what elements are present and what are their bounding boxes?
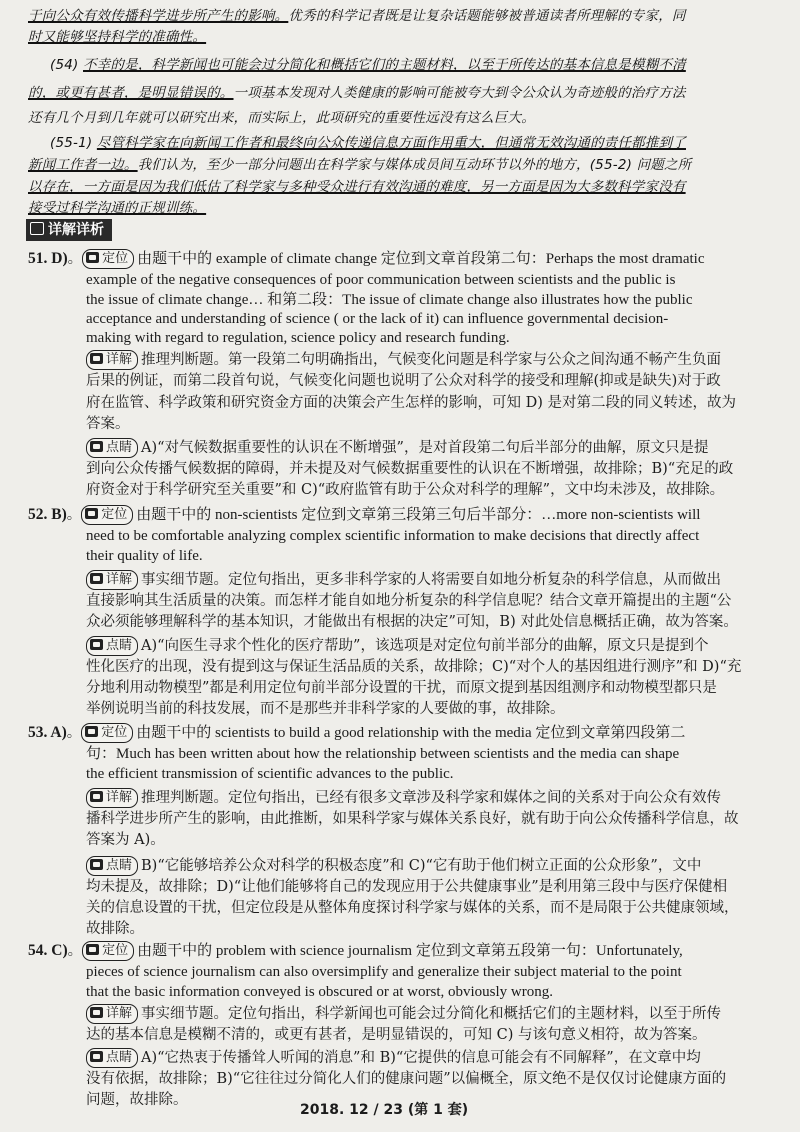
handwritten-line: 的，或更有甚者，是明显错误的。一项基本发现对人类健康的影响可能被夸大到令公众认为奇迹般的治疗方法 [28,85,686,101]
handwritten-line: 接受过科学沟通的正规训练。 [28,200,207,216]
text-line: the issue of climate change… 和第二段：The issue of climate change also illustrates how the public [86,292,693,308]
note-tag: 点睛 [86,438,138,458]
question-52-locate: 52. B)。 定位 由题干中的 non-scientists 定位到文章第三段第三句后半部分：…more non-scientists will [28,506,701,523]
folder-icon [90,353,103,364]
text-line: 关的信息设置的干扰，但定位段是从整体角度探讨科学家与媒体的关系，而不是局限于公共健康领域， [86,900,739,916]
question-52-explain: 详解 事实细节题。定位句指出，更多非科学家的人将需要自如地分析复杂的科学信息，从而做出 [86,570,721,591]
question-54-locate: 54. C)。 定位 由题干中的 problem with science journalism 定位到文章第五段第一句：Unfortunately, [28,942,683,959]
text-line: 后果的例证，而第二段首句说，气候变化问题也说明了公众对科学的接受和理解(抑或是缺失)对于政 [86,373,721,389]
text-line: that the basic information conveyed is obscured or at worst, obviously wrong. [86,984,553,1000]
section-title: 详解详析 [26,219,112,241]
handwritten-line: (55-1) 尽管科学家在向新闻工作者和最终向公众传递信息方面作用重大，但通常无效沟通的责任都推到了 [50,135,686,151]
text-line: their quality of life. [86,548,203,564]
text-line: 分地利用动物模型”都是利用定位句前半部分设置的干扰，而原文提到基因组测序和动物模型都只是 [86,680,717,696]
note-tag: 点睛 [86,856,138,876]
text-line: 均未提及，故排除；D)“让他们能够将自己的发现应用于公共健康事业”是利用第三段中与医疗保健相 [86,879,728,895]
question-52-note: 点睛 A)“向医生寻求个性化的医疗帮助”，该选项是对定位句前半部分的曲解，原文只是提到个 [86,636,708,657]
handwritten-line: 还有几个月到几年就可以研究出来，而实际上，此项研究的重要性远没有这么巨大。 [28,110,535,126]
text-line: 性化医疗的出现，没有提到这与保证生活品质的关系，故排除；C)“对个人的基因组进行测序”和 D)“充 [86,659,742,675]
folder-icon [90,859,103,870]
handwritten-line: 于向公众有效传播科学进步所产生的影响。优秀的科学记者既是让复杂话题能够被普通读者所理解的专家，同 [28,8,686,24]
question-54-note: 点睛 A)“它热衷于传播耸人听闻的消息”和 B)“它提供的信息可能会有不同解释”，在文章中均 [86,1048,701,1069]
text-line: 问题，故排除。 [86,1092,188,1108]
folder-icon [86,252,99,263]
text-line: 举例说明当前的科技发展，而不是那些并非科学家的人要做的事，故排除。 [86,701,565,717]
text-line: 句：Much has been written about how the relationship between scientists and the media can shape [86,746,680,762]
text-line: 府在监管、科学政策和研究资金方面的决策会产生怎样的影响，可知 D) 是对第二段的同义转述，故为 [86,395,736,411]
locate-tag: 定位 [82,249,134,269]
text-line: 直接影响其生活质量的决策。而怎样才能自如地分析复杂的科学信息呢？结合文章开篇提出的主题“公 [86,593,732,609]
folder-icon [90,1007,103,1018]
folder-icon [90,573,103,584]
folder-icon [85,726,98,737]
text-line: 没有依据，故排除；B)“它往往过分简化人们的健康问题”以偏概全，原文绝不是仅仅讨论健康方面的 [86,1071,727,1087]
handwritten-line: 时又能够坚持科学的准确性。 [28,29,207,45]
question-53-explain: 详解 推理判断题。定位句指出，已经有很多文章涉及科学家和媒体之间的关系对于向公众有效传 [86,788,721,809]
locate-tag: 定位 [81,505,133,525]
question-53-note: 点睛 B)“它能够培养公众对科学的积极态度”和 C)“它有助于他们树立正面的公众形象”，文中 [86,856,701,877]
note-tag: 点睛 [86,1048,138,1068]
text-line: making with regard to regulation, science policy and research funding. [86,330,510,346]
folder-icon [85,508,98,519]
explain-tag: 详解 [86,788,138,808]
question-51-explain: 详解 推理判断题。第一段第二句明确指出，气候变化问题是科学家与公众之间沟通不畅产生负面 [86,350,721,371]
text-line: need to be comfortable analyzing complex scientific information to make decisions that directly affect [86,528,700,544]
text-line: 故排除。 [86,921,144,937]
folder-icon [86,944,99,955]
explain-tag: 详解 [86,1004,138,1024]
question-51-locate: 51. D)。 定位 由题干中的 example of climate change 定位到文章首段第二句：Perhaps the most dramatic [28,250,705,267]
explain-tag: 详解 [86,350,138,370]
handwritten-line: 以存在，一方面是因为我们低估了科学家与多种受众进行有效沟通的难度，另一方面是因为大多数科学家没有 [28,179,686,195]
text-line: 到向公众传播气候数据的障碍，并未提及对气候数据重要性的认识在不断增强，故排除；B)“充足的政 [86,461,734,477]
handwritten-line: (54) 不幸的是，科学新闻也可能会过分简化和概括它们的主题材料，以至于所传达的基本信息是模糊不清 [50,57,686,73]
text-line: example of the negative consequences of poor communication between scientists and the public is [86,272,676,288]
text-line: 府资金对于科学研究至关重要”和 C)“政府监管有助于公众对科学的理解”，文中均未涉及，故排除。 [86,482,725,498]
text-line: 达的基本信息是模糊不清的，或更有甚者，是明显错误的，可知 C) 与该句意义相符，故为答案。 [86,1027,707,1043]
text-line: acceptance and understanding of science ( or the lack of it) can influence governmental decision- [86,311,669,327]
folder-icon [90,1051,103,1062]
handwritten-line: 新闻工作者一边。我们认为，至少一部分问题出在科学家与媒体成员间互动环节以外的地方，(55-2) 问题之所 [28,157,692,173]
text-line: pieces of science journalism can also oversimplify and generalize their subject material to the point [86,964,682,980]
folder-icon [90,639,103,650]
explain-tag: 详解 [86,570,138,590]
page-footer: 2018. 12 / 23 (第 1 套) [300,1102,469,1118]
question-51-note: 点睛 A)“对气候数据重要性的认识在不断增强”，是对首段第二句后半部分的曲解，原文只是提 [86,438,708,459]
text-line: 答案为 A)。 [86,832,165,848]
text-line: 播科学进步所产生的影响，由此推断，如果科学家与媒体关系良好，就有助于向公众传播科学信息，故 [86,811,739,827]
note-tag: 点睛 [86,636,138,656]
document-icon [30,222,44,235]
locate-tag: 定位 [81,723,133,743]
text-line: the efficient transmission of scientific advances to the public. [86,766,454,782]
folder-icon [90,791,103,802]
locate-tag: 定位 [82,941,134,961]
question-53-locate: 53. A)。 定位 由题干中的 scientists to build a good relationship with the media 定位到文章第四段第二 [28,724,686,741]
question-54-explain: 详解 事实细节题。定位句指出，科学新闻也可能会过分简化和概括它们的主题材料，以至于所传 [86,1004,721,1025]
folder-icon [90,441,103,452]
text-line: 答案。 [86,416,130,432]
text-line: 众必须能够理解科学的基本知识，才能做出有根据的决定”可知，B) 对此处信息概括正确，故为答案。 [86,614,738,630]
